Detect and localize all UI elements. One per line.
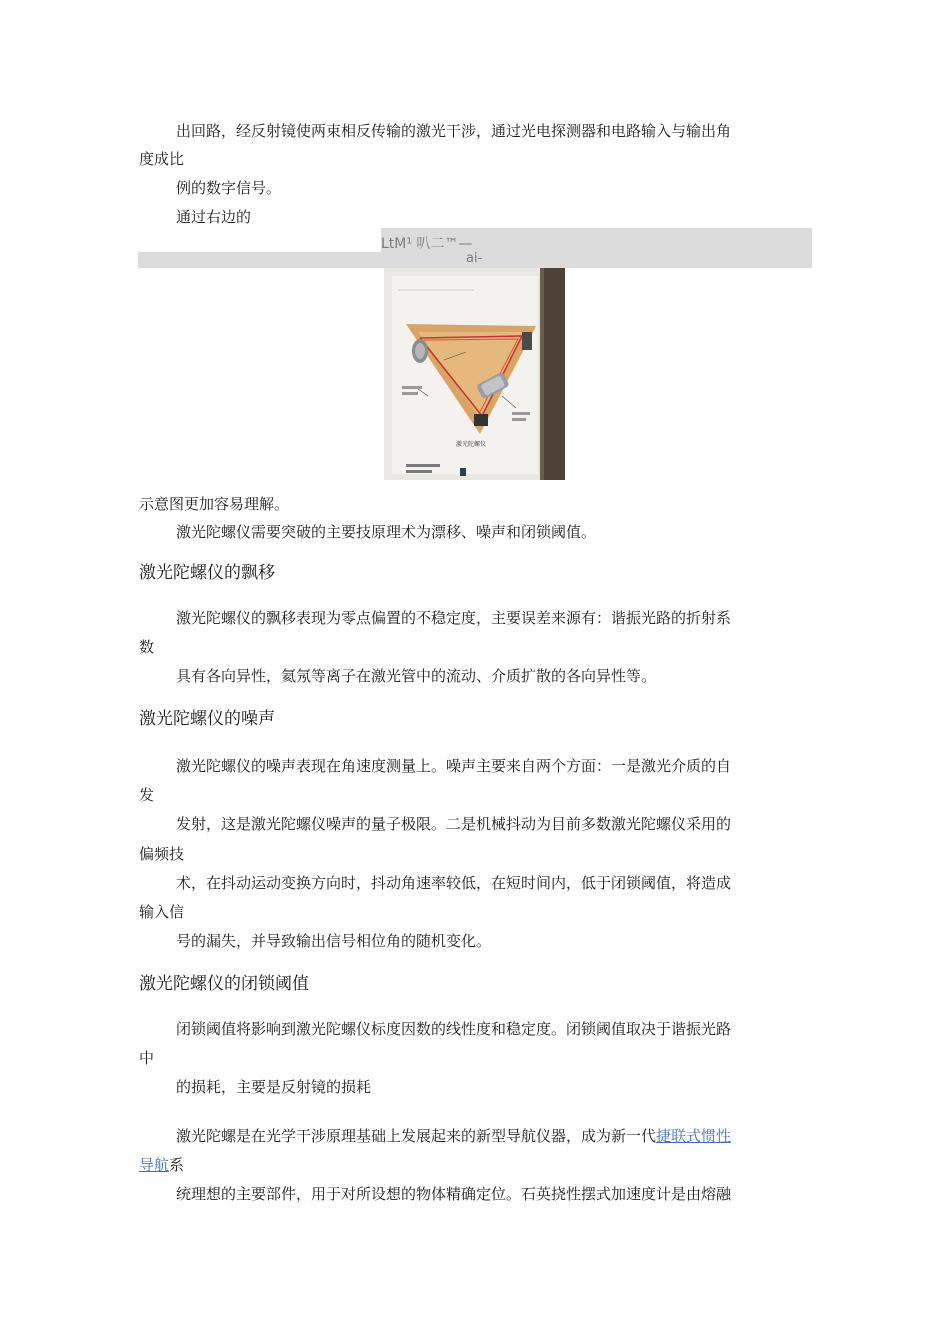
paragraph-line: 数 bbox=[139, 638, 155, 656]
paragraph-line: 通过右边的 bbox=[176, 208, 252, 226]
paragraph-line: 具有各向异性，氦氖等离子在激光管中的流动、介质扩散的各向异性等。 bbox=[176, 667, 657, 685]
paragraph-line: 激光陀螺仪的飘移表现为零点偏置的不稳定度，主要误差来源有：谐振光路的折射系 bbox=[176, 609, 732, 627]
paragraph-line: 示意图更加容易理解。 bbox=[139, 495, 290, 513]
paragraph-text: 系 bbox=[169, 1156, 185, 1174]
paragraph-line: 输入信 bbox=[139, 903, 185, 921]
paragraph-text: 激光陀螺是在光学干涉原理基础上发展起来的新型导航仪器，成为新一代 bbox=[176, 1127, 657, 1145]
paragraph-line: 激光陀螺仪的噪声表现在角速度测量上。噪声主要来自两个方面：一是激光介质的自 bbox=[176, 757, 732, 775]
paragraph-line: 发射，这是激光陀螺仪噪声的量子极限。二是机械抖动为目前多数激光陀螺仪采用的 bbox=[176, 815, 732, 833]
paragraph-line: 中 bbox=[139, 1049, 155, 1067]
figure-caption-text: LtM¹ 叭二™— bbox=[381, 236, 473, 252]
strapdown-inertial-link[interactable]: 捷联式惯性 bbox=[656, 1127, 732, 1145]
section-heading-lock-in: 激光陀螺仪的闭锁阈值 bbox=[139, 974, 309, 994]
paragraph-line: 激光陀螺仪需要突破的主要技原理术为漂移、噪声和闭锁阈值。 bbox=[176, 523, 597, 541]
paragraph-line bbox=[176, 1127, 731, 1146]
section-heading-noise: 激光陀螺仪的噪声 bbox=[139, 709, 275, 729]
navigation-link[interactable]: 导航 bbox=[139, 1156, 170, 1174]
paragraph-line: 例的数字信号。 bbox=[176, 179, 282, 197]
figure-caption-banner bbox=[138, 228, 812, 268]
paragraph-line: 闭锁阈值将影响到激光陀螺仪标度因数的线性度和稳定度。闭锁阈值取决于谐振光路 bbox=[176, 1020, 732, 1038]
laser-gyroscope-photo bbox=[384, 268, 565, 480]
paragraph-line: 术，在抖动运动变换方向时，抖动角速率较低，在短时间内，低于闭锁阈值，将造成 bbox=[176, 874, 732, 892]
paragraph-line: 号的漏失，并导致输出信号相位角的随机变化。 bbox=[176, 932, 492, 950]
figure-caption-subtext: ai- bbox=[466, 251, 483, 266]
paragraph-line: 统理想的主要部件，用于对所设想的物体精确定位。石英挠性摆式加速度计是由熔融 bbox=[176, 1185, 732, 1203]
paragraph-line: 发 bbox=[139, 786, 155, 804]
section-heading-drift: 激光陀螺仪的飘移 bbox=[139, 563, 275, 583]
paragraph-line: 度成比 bbox=[139, 150, 185, 168]
photo-label-text: 激光陀螺仪 bbox=[456, 441, 487, 448]
paragraph-line bbox=[139, 1156, 184, 1175]
paragraph-line: 出回路，经反射镜使两束相反传输的激光干涉，通过光电探测器和电路输入与输出角 bbox=[176, 122, 732, 140]
paragraph-line: 偏频技 bbox=[139, 845, 185, 863]
paragraph-line: 的损耗，主要是反射镜的损耗 bbox=[176, 1078, 372, 1096]
